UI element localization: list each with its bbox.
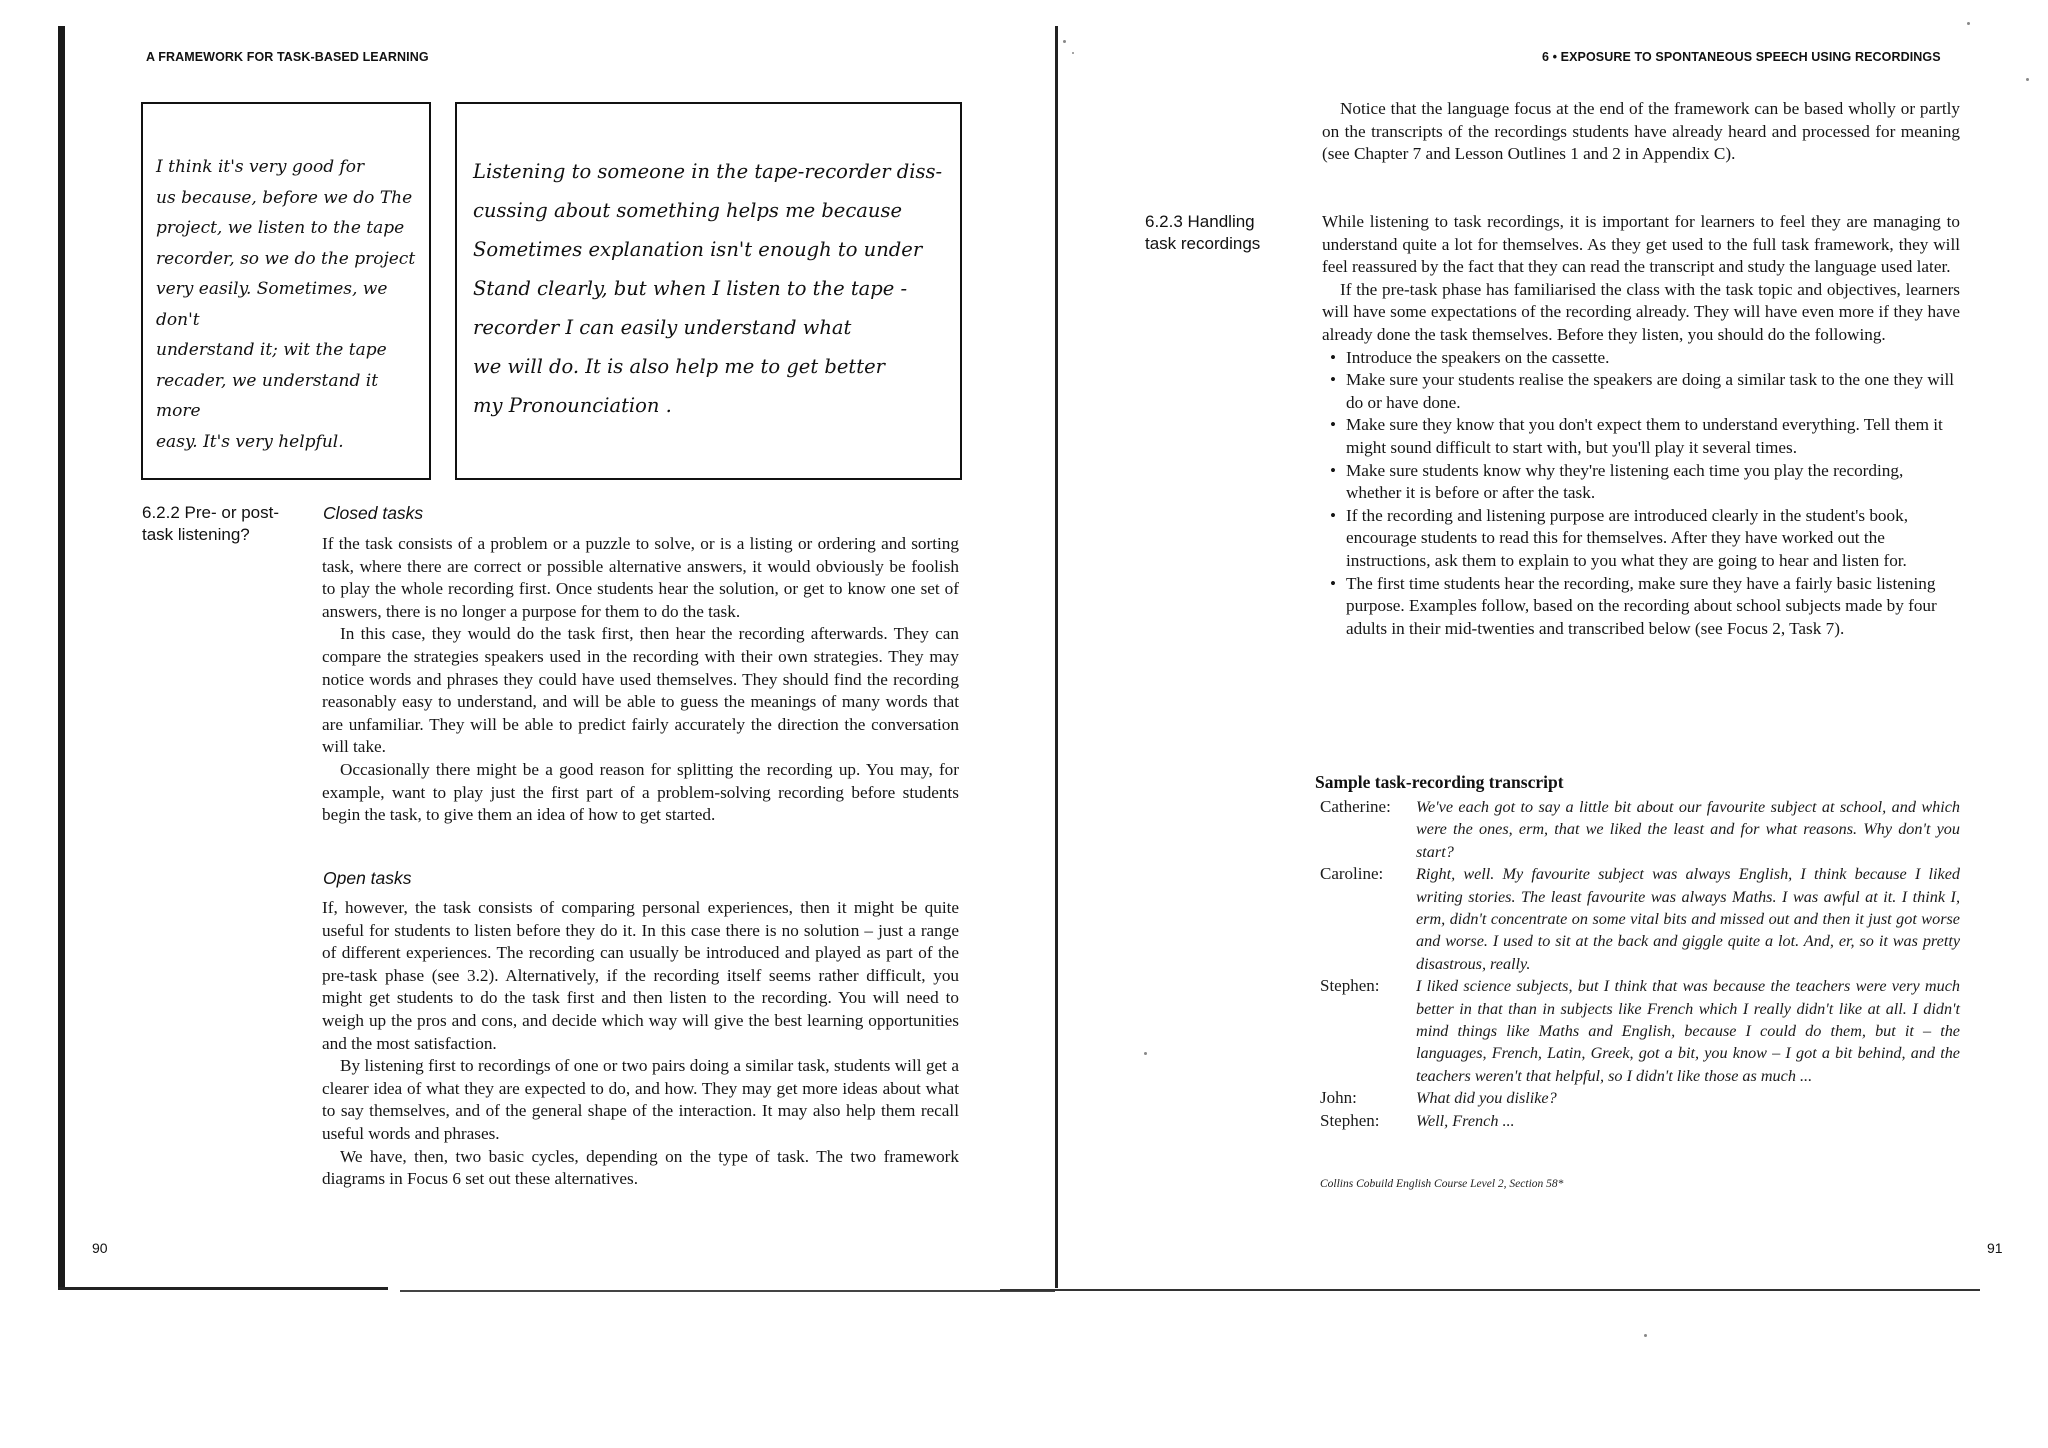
scan-speck — [1644, 1334, 1647, 1337]
bullet-item: • If the recording and listening purpose are introduced clearly in the student's book, encourage students to read this for themselves. After they have worked out the instructions, ask them to explain to you what they are going to hear and listen for. — [1322, 505, 1960, 573]
closed-tasks-paragraph-1: If the task consists of a problem or a puzzle to solve, or is a listing or ordering and sorting task, where there are correct or possible alternative answers, it would obviously be foolish to play the whole recording first. Once students hear the solution, or get to know one set of answers, there is no longer a purpose for them to do the task. — [322, 534, 959, 621]
left-page-number: 90 — [92, 1240, 108, 1256]
transcript-utterance: We've each got to say a little bit about our favourite subject at school, and which were the ones, erm, that we liked the least and for what reasons. Why don't you start? — [1416, 798, 1960, 861]
transcript-speaker: Catherine: — [1320, 797, 1391, 816]
handling-paragraph-1: While listening to task recordings, it is important for learners to feel they are managing to understand quite a lot for themselves. As they get used to the full task framework, they will feel reassured by the fact that they can read the transcript and study the language used later. — [1322, 212, 1960, 277]
book-gutter-line — [1055, 26, 1058, 1288]
scan-speck — [1063, 40, 1066, 43]
handwritten-sample-1: I think it's very good for us because, before we do The project, we listen to the tape recorder, so we do the project very easily. Sometimes, we don't understand it; wit the tape recader, we understand it more easy. It's very helpful. — [156, 157, 416, 452]
transcript-utterance: Right, well. My favourite subject was always English, I think because I liked writing stories. The least favourite was always Maths. I was awful at it. I think I, erm, didn't concentrate on some vital bits and missed out and then it just got worse and worse. I used to sit at the back and giggle quite a lot. And, er, so it was pretty disastrous, really. — [1416, 865, 1960, 973]
open-tasks-paragraph-2: By listening first to recordings of one or two pairs doing a similar task, students will get a clearer idea of what they are expected to do, and how. They may get more ideas about what to say themselves, and of the general shape of the interaction. It may also help them recall useful words and phrases. — [322, 1056, 959, 1143]
handwritten-sample-2: Listening to someone in the tape-recorder diss- cussing about something helps me because Sometimes explanation isn't enough to under Stand clearly, but when I listen to the tape - recorder I can easily understand what we will do. It is also help me to get better my Pronounciation . — [473, 160, 943, 417]
transcript-body — [1320, 796, 1960, 1132]
bullet-item: • Introduce the speakers on the cassette. — [1322, 347, 1960, 370]
handling-paragraph-2: If the pre-task phase has familiarised the class with the task topic and objectives, learners will have some expectations of the recording already. They will have even more if they have already done the task themselves. Before they listen, you should do the following. — [1322, 279, 1960, 344]
scan-speck — [2026, 78, 2029, 81]
open-tasks-heading: Open tasks — [323, 868, 412, 888]
handling-recordings-body — [1322, 211, 1960, 640]
intro-paragraph: Notice that the language focus at the end of the framework can be based wholly or partly on the transcripts of the recordings students have already heard and processed for meaning (see Chapter 7 and Lesson Outlines 1 and 2 in Appendix C). — [1322, 99, 1960, 164]
right-intro-body — [1322, 98, 1960, 166]
transcript-utterance: I liked science subjects, but I think that was because the teachers were very much better in that than in subjects like French which I really didn't like at all. I didn't mind things like Maths and English, because I could do them, but it – the languages, French, Latin, Greek, got a bit, you know – I got a bit behind, and the teachers weren't that helpful, so I didn't like those as much ... — [1416, 977, 1960, 1085]
right-running-head: 6 • EXPOSURE TO SPONTANEOUS SPEECH USING RECORDINGS — [1542, 50, 1941, 64]
left-running-head: A FRAMEWORK FOR TASK-BASED LEARNING — [146, 50, 429, 64]
handwritten-sample-1-box — [141, 102, 431, 480]
closed-tasks-heading: Closed tasks — [323, 503, 424, 523]
left-page-spine-bar — [58, 26, 65, 1288]
left-page-bottom-rule-faint — [400, 1290, 1055, 1292]
bullet-item: • Make sure your students realise the speakers are doing a similar task to the one they will do or have done. — [1322, 369, 1960, 414]
preparation-bullet-list — [1322, 347, 1960, 641]
transcript-title: Sample task-recording transcript — [1315, 772, 1564, 792]
open-tasks-body — [322, 897, 959, 1191]
scan-speck — [1144, 1052, 1147, 1055]
right-page-bottom-rule — [1000, 1289, 1980, 1291]
scan-speck — [1072, 52, 1074, 54]
transcript-row — [1320, 863, 1960, 975]
handwritten-sample-2-box — [455, 102, 962, 480]
transcript-utterance: What did you dislike? — [1416, 1089, 1557, 1108]
right-page-number: 91 — [1987, 1240, 2003, 1256]
transcript-speaker: Stephen: — [1320, 976, 1380, 996]
bullet-item: • Make sure they know that you don't expect them to understand everything. Tell them it might sound difficult to start with, but you'll play it several times. — [1322, 414, 1960, 459]
transcript-speaker: John: — [1320, 1088, 1357, 1108]
transcript-row — [1320, 1087, 1960, 1109]
transcript-utterance: Well, French ... — [1416, 1111, 1515, 1130]
bullet-item: • Make sure students know why they're listening each time you play the recording, whether it is before or after the task. — [1322, 460, 1960, 505]
left-page-bottom-rule — [58, 1287, 388, 1290]
transcript-speaker: Stephen: — [1320, 1110, 1380, 1130]
bullet-item: • The first time students hear the recording, make sure they have a fairly basic listening purpose. Examples follow, based on the recording about school subjects made by four adults in their mid-twenties and transcribed below (see Focus 2, Task 7). — [1322, 573, 1960, 641]
open-tasks-paragraph-1: If, however, the task consists of comparing personal experiences, then it might be quite useful for students to listen before they do it. In this case there is no solution – just a range of different experiences. The recording can usually be introduced and played as part of the pre-task phase (see 3.2). Alternatively, if the recording itself seems rather difficult, you might get students to do the task first and then listen to the recording. You will need to weigh up the pros and cons, and decide which way will give the best learning opportunities and the most satisfaction. — [322, 898, 959, 1053]
section-heading-6-2-2: 6.2.2 Pre- or post- task listening? — [142, 503, 280, 544]
transcript-row — [1320, 975, 1960, 1087]
closed-tasks-body — [322, 533, 959, 827]
section-heading-6-2-3: 6.2.3 Handling task recordings — [1145, 212, 1261, 253]
transcript-row — [1320, 796, 1960, 863]
transcript-speaker: Caroline: — [1320, 864, 1384, 884]
closed-tasks-paragraph-3: Occasionally there might be a good reason for splitting the recording up. You may, for example, want to play just the first part of a problem-solving recording before students begin the task, to give them an idea of how to get started. — [322, 759, 959, 825]
open-tasks-paragraph-3: We have, then, two basic cycles, depending on the type of task. The two framework diagrams in Focus 6 set out these alternatives. — [322, 1146, 959, 1189]
transcript-row — [1320, 1110, 1960, 1132]
scan-speck — [1967, 22, 1970, 25]
transcript-source-note: Collins Cobuild English Course Level 2, Section 58* — [1320, 1178, 1564, 1190]
closed-tasks-paragraph-2: In this case, they would do the task first, then hear the recording afterwards. They can compare the strategies speakers used in the recording with their own strategies. They may notice words and phrases they could have used themselves. They should find the recording reasonably easy to understand, and will be able to guess the meanings of many words that are unfamiliar. They will be able to predict fairly accurately the direction the conversation will take. — [322, 624, 959, 757]
